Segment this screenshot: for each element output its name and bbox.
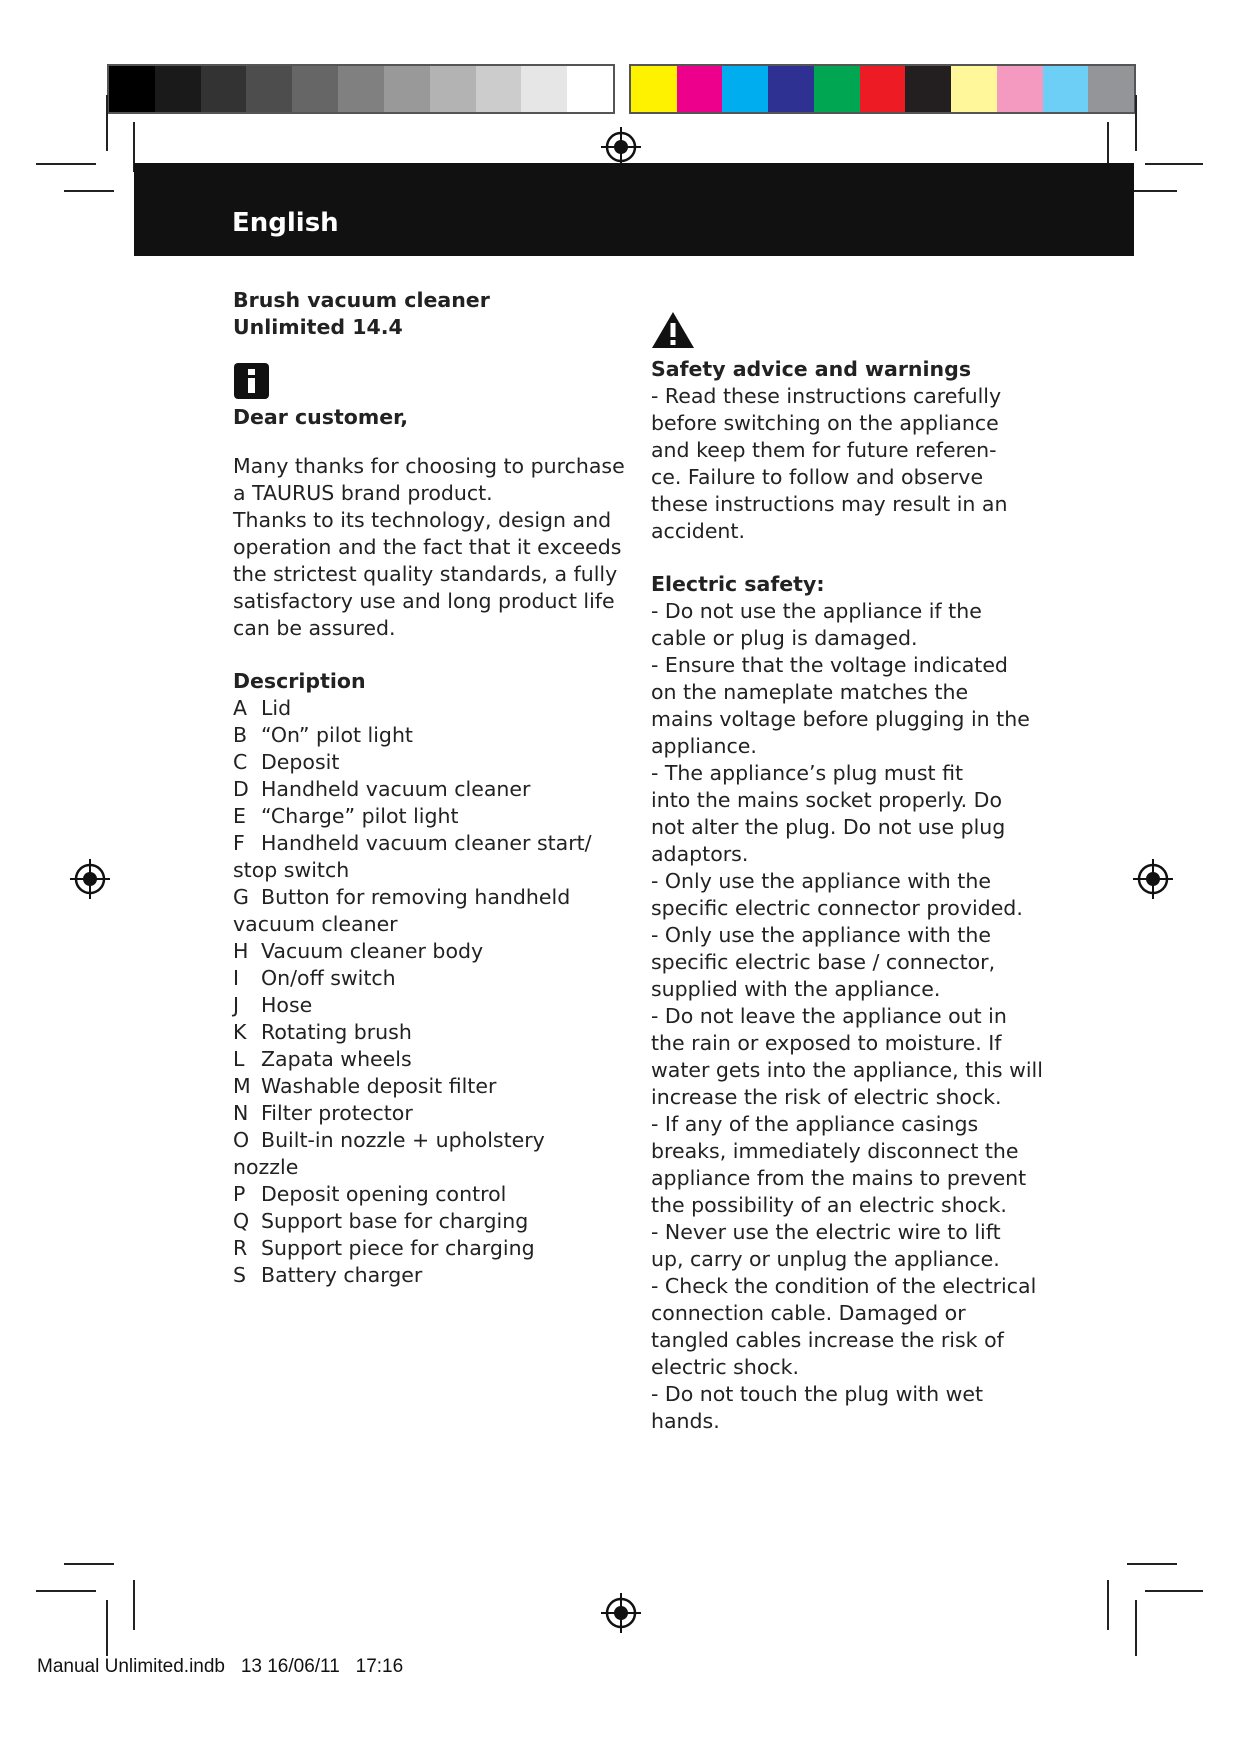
electric-safety-line: - Do not use the appliance if the [651, 599, 982, 623]
intro-line: satisfactory use and long product life [233, 589, 615, 613]
part-list-item [233, 1100, 633, 1127]
product-name: Brush vacuum cleaner [233, 288, 490, 312]
part-key: J [233, 993, 240, 1017]
warning-triangle-icon [651, 310, 695, 350]
electric-safety-line: connection cable. Damaged or [651, 1301, 966, 1325]
safety-line: accident. [651, 519, 745, 543]
color-swatch [201, 66, 247, 112]
color-swatch [860, 66, 906, 112]
part-label: Handheld vacuum cleaner [261, 777, 531, 801]
color-swatch [292, 66, 338, 112]
color-swatch [905, 66, 951, 112]
electric-safety-line: increase the risk of electric shock. [651, 1085, 1002, 1109]
part-label: Zapata wheels [261, 1047, 412, 1071]
part-key: A [233, 696, 248, 720]
part-list-item [233, 884, 633, 911]
part-list-item [233, 1154, 633, 1181]
info-icon [233, 362, 270, 400]
part-list-item [233, 749, 633, 776]
intro-line: Many thanks for choosing to purchase [233, 454, 625, 478]
electric-safety-line: up, carry or unplug the appliance. [651, 1247, 1000, 1271]
part-label: vacuum cleaner [233, 912, 398, 936]
part-label: Lid [261, 696, 292, 720]
left-column [233, 287, 633, 1289]
intro-line: a TAURUS brand product. [233, 481, 493, 505]
part-list-item [233, 776, 633, 803]
part-label: Deposit opening control [261, 1182, 507, 1206]
part-key: M [233, 1074, 251, 1098]
part-key: C [233, 750, 248, 774]
part-label: Handheld vacuum cleaner start/ [261, 831, 592, 855]
part-label: Washable deposit filter [261, 1074, 497, 1098]
electric-safety-line: the rain or exposed to moisture. If [651, 1031, 1002, 1055]
part-key: G [233, 885, 249, 909]
electric-safety-line: the possibility of an electric shock. [651, 1193, 1007, 1217]
electric-safety-line: - Do not leave the appliance out in [651, 1004, 1007, 1028]
color-swatch [997, 66, 1043, 112]
part-label: stop switch [233, 858, 350, 882]
intro-line: operation and the fact that it exceeds [233, 535, 622, 559]
safety-line: - Read these instructions carefully [651, 384, 1002, 408]
color-swatch [109, 66, 155, 112]
parts-list [233, 695, 633, 1289]
color-swatch [768, 66, 814, 112]
part-key: R [233, 1236, 248, 1260]
intro-line: can be assured. [233, 616, 396, 640]
electric-safety-line: specific electric connector provided. [651, 896, 1023, 920]
part-label: Vacuum cleaner body [261, 939, 484, 963]
part-list-item [233, 965, 633, 992]
part-label: Built-in nozzle + upholstery [261, 1128, 545, 1152]
electric-safety-line: into the mains socket properly. Do [651, 788, 1003, 812]
color-swatch [430, 66, 476, 112]
part-label: “On” pilot light [261, 723, 413, 747]
part-list-item [233, 1127, 633, 1154]
color-swatch [677, 66, 723, 112]
part-key: E [233, 804, 246, 828]
part-key: B [233, 723, 248, 747]
electric-safety-line: appliance. [651, 734, 757, 758]
electric-safety-line: - Ensure that the voltage indicated [651, 653, 1008, 677]
color-swatch [155, 66, 201, 112]
electric-safety-line: - Do not touch the plug with wet [651, 1382, 984, 1406]
part-list-item [233, 722, 633, 749]
intro-paragraph [233, 453, 633, 642]
safety-heading: Safety advice and warnings [651, 357, 972, 381]
part-key: L [233, 1047, 245, 1071]
color-swatch [814, 66, 860, 112]
print-slug: Manual Unlimited.indb 13 16/06/11 17:16 [37, 1656, 404, 1677]
electric-safety-line: on the nameplate matches the [651, 680, 969, 704]
electric-safety-line: hands. [651, 1409, 720, 1433]
part-list-item [233, 695, 633, 722]
electric-safety-line: specific electric base / connector, [651, 950, 996, 974]
crop-mark [1145, 163, 1203, 165]
part-list-item [233, 1235, 633, 1262]
registration-mark-icon [601, 127, 641, 167]
part-label: nozzle [233, 1155, 299, 1179]
part-key: I [233, 966, 240, 990]
electric-safety-line: - Only use the appliance with the [651, 923, 991, 947]
right-column [651, 310, 1051, 1435]
part-label: Filter protector [261, 1101, 413, 1125]
part-list-item [233, 830, 633, 857]
electric-safety-line: electric shock. [651, 1355, 800, 1379]
part-list-item [233, 1019, 633, 1046]
electric-safety-line: - If any of the appliance casings [651, 1112, 979, 1136]
part-key: O [233, 1128, 250, 1152]
crop-mark [1127, 190, 1177, 192]
color-swatch [1043, 66, 1089, 112]
color-swatch [521, 66, 567, 112]
part-key: N [233, 1101, 249, 1125]
intro-line: Thanks to its technology, design and [233, 508, 612, 532]
part-label: Support piece for charging [261, 1236, 535, 1260]
electric-safety-line: breaks, immediately disconnect the [651, 1139, 1019, 1163]
color-swatch [246, 66, 292, 112]
electric-safety-line: - The appliance’s plug must fit [651, 761, 964, 785]
electric-safety-line: cable or plug is damaged. [651, 626, 918, 650]
registration-mark-icon [1133, 859, 1173, 899]
electric-safety-line: mains voltage before plugging in the [651, 707, 1030, 731]
registration-mark-icon [70, 859, 110, 899]
part-key: Q [233, 1209, 250, 1233]
electric-safety-line: - Check the condition of the electrical [651, 1274, 1037, 1298]
electric-safety-line: not alter the plug. Do not use plug [651, 815, 1006, 839]
safety-paragraph [651, 383, 1051, 545]
part-label: Hose [261, 993, 313, 1017]
crop-mark [64, 190, 114, 192]
electric-safety-line: supplied with the appliance. [651, 977, 941, 1001]
part-list-item [233, 1181, 633, 1208]
part-list-item [233, 1073, 633, 1100]
crop-mark [106, 1600, 108, 1656]
electric-safety-list [651, 598, 1051, 1435]
crop-mark [1135, 95, 1137, 151]
color-swatch [384, 66, 430, 112]
part-list-item [233, 911, 633, 938]
part-label: Button for removing handheld [261, 885, 571, 909]
electric-safety-line: - Never use the electric wire to lift [651, 1220, 1001, 1244]
color-swatch [631, 66, 677, 112]
product-model: Unlimited 14.4 [233, 315, 403, 339]
language-title: English [232, 208, 339, 238]
part-key: D [233, 777, 249, 801]
part-key: P [233, 1182, 246, 1206]
crop-mark [36, 163, 96, 165]
electric-safety-line: appliance from the mains to prevent [651, 1166, 1027, 1190]
safety-line: before switching on the appliance [651, 411, 999, 435]
crop-mark [1107, 1580, 1109, 1630]
part-list-item [233, 938, 633, 965]
part-label: Support base for charging [261, 1209, 529, 1233]
color-swatch [1088, 66, 1134, 112]
part-key: S [233, 1263, 247, 1287]
part-label: “Charge” pilot light [261, 804, 459, 828]
part-list-item [233, 803, 633, 830]
intro-line: the strictest quality standards, a fully [233, 562, 618, 586]
part-list-item [233, 1046, 633, 1073]
part-list-item [233, 992, 633, 1019]
color-swatch [951, 66, 997, 112]
color-swatch [476, 66, 522, 112]
part-list-item [233, 1262, 633, 1289]
electric-safety-heading: Electric safety: [651, 572, 825, 596]
safety-line: and keep them for future referen- [651, 438, 997, 462]
electric-safety-line: tangled cables increase the risk of [651, 1328, 1004, 1352]
color-swatch [567, 66, 613, 112]
safety-line: ce. Failure to follow and observe [651, 465, 984, 489]
part-key: F [233, 831, 245, 855]
part-label: Rotating brush [261, 1020, 412, 1044]
crop-mark [1127, 1563, 1177, 1565]
part-key: H [233, 939, 249, 963]
crop-mark [1145, 1590, 1203, 1592]
part-label: Deposit [261, 750, 340, 774]
part-label: On/off switch [261, 966, 396, 990]
color-swatch [338, 66, 384, 112]
process-color-bar [629, 64, 1136, 114]
part-label: Battery charger [261, 1263, 423, 1287]
part-key: K [233, 1020, 247, 1044]
crop-mark [36, 1590, 96, 1592]
crop-mark [64, 1563, 114, 1565]
greeting: Dear customer, [233, 405, 408, 429]
electric-safety-line: - Only use the appliance with the [651, 869, 991, 893]
grayscale-color-bar [107, 64, 615, 114]
part-list-item [233, 1208, 633, 1235]
crop-mark [1135, 1600, 1137, 1656]
crop-mark [106, 95, 108, 151]
registration-mark-icon [601, 1593, 641, 1633]
electric-safety-line: adaptors. [651, 842, 749, 866]
part-list-item [233, 857, 633, 884]
description-heading: Description [233, 669, 366, 693]
color-swatch [722, 66, 768, 112]
electric-safety-line: water gets into the appliance, this will [651, 1058, 1043, 1082]
crop-mark [133, 1580, 135, 1630]
safety-line: these instructions may result in an [651, 492, 1008, 516]
